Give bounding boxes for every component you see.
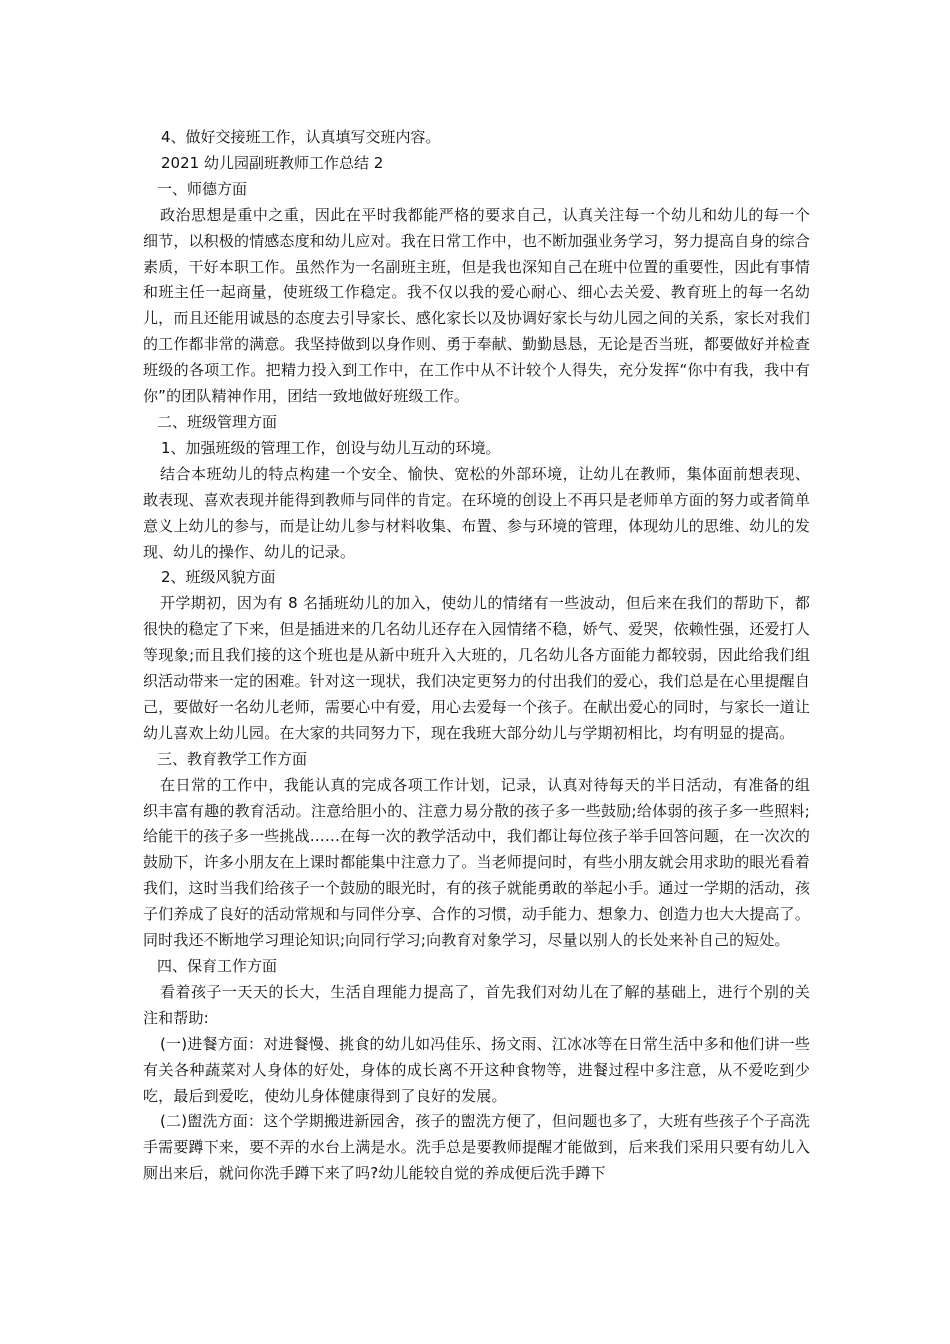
paragraph-care-meals: (一)进餐方面：对进餐慢、挑食的幼儿如冯佳乐、扬文雨、江冰冰等在日常生活中多和他们讲一些有关各种蔬菜对人身体的好处，身体的成长离不开这种食物等，进餐过程中多注意，从不爱吃到少吃，最后到爱吃，使幼儿身体健康得到了良好的发展。 xyxy=(143,1034,810,1105)
subheading-class-style: 2、班级风貌方面 xyxy=(161,568,276,587)
section-heading-care: 四、保育工作方面 xyxy=(157,957,278,975)
document-page xyxy=(143,125,810,1187)
subheading-class-environment: 1、加强班级的管理工作，创设与幼儿互动的环境。 xyxy=(161,438,501,457)
paragraph-class-environment: 结合本班幼儿的特点构建一个安全、愉快、宽松的外部环境，让幼儿在教师，集体面前想表现、敢表现、喜欢表现并能得到教师与同伴的肯定。在环境的创设上不再只是老师单方面的努力或者简单意义上幼儿的参与，而是让幼儿参与材料收集、布置、参与环境的管理，体现幼儿的思维、幼儿的发现、幼儿的操作、幼儿的记录。 xyxy=(143,464,810,561)
document-title: 2021 幼儿园副班教师工作总结 2 xyxy=(161,153,384,172)
paragraph-care-washing: (二)盥洗方面：这个学期搬进新园舍，孩子的盥洗方便了，但问题也多了，大班有些孩子个子高洗手需要蹲下来，要不弄的水台上满是水。洗手总是要教师提醒才能做到，后来我们采用只要有幼儿入厕出来后，就问你洗手蹲下来了吗?幼儿能较自觉的养成便后洗手蹲下 xyxy=(143,1112,810,1183)
paragraph-teaching: 在日常的工作中，我能认真的完成各项工作计划，记录，认真对待每天的半日活动，有准备的组织丰富有趣的教育活动。注意给胆小的、注意力易分散的孩子多一些鼓励;给体弱的孩子多一些照料;给能干的孩子多一些挑战……在每一次的教学活动中，我们都让每位孩子举手回答问题，在一次次的鼓励下，许多小朋友在上课时都能集中注意力了。当老师提问时，有些小朋友就会用求助的眼光看着我们，这时当我们给孩子一个鼓励的眼光时，有的孩子就能勇敢的举起小手。通过一学期的活动，孩子们养成了良好的活动常规和与同伴分享、合作的习惯，动手能力、想象力、创造力也大大提高了。同时我还不断地学习理论知识;向同行学习;向教育对象学习，尽量以别人的长处来补自己的短处。 xyxy=(143,775,810,950)
section-heading-class-management: 二、班级管理方面 xyxy=(157,412,278,431)
list-item-handover: 4、做好交接班工作，认真填写交班内容。 xyxy=(161,128,441,146)
section-heading-teaching: 三、教育教学工作方面 xyxy=(157,749,308,768)
section-heading-ethics: 一、师德方面 xyxy=(157,179,248,198)
paragraph-ethics: 政治思想是重中之重，因此在平时我都能严格的要求自己，认真关注每一个幼儿和幼儿的每一个细节，以积极的情感态度和幼儿应对。我在日常工作中，也不断加强业务学习，努力提高自身的综合素质，干好本职工作。虽然作为一名副班主班，但是我也深知自己在班中位置的重要性，因此有事情和班主任一起商量，使班级工作稳定。我不仅以我的爱心耐心、细心去关爱、教育班上的每一名幼儿，而且还能用诚恳的态度去引导家长、感化家长以及协调好家长与幼儿园之间的关系，家长对我们的工作都非常的满意。我坚持做到以身作则、勇于奉献、勤勤恳恳，无论是否当班，都要做好并检查班级的各项工作。把精力投入到工作中，在工作中从不计较个人得失，充分发挥“你中有我，我中有你”的团队精神作用，团结一致地做好班级工作。 xyxy=(143,205,810,406)
paragraph-class-style: 开学期初，因为有 8 名插班幼儿的加入，使幼儿的情绪有一些波动，但后来在我们的帮助下，都很快的稳定了下来，但是插进来的几名幼儿还存在入园情绪不稳，娇气、爱哭，依赖性强，还爱打人等现象;而且我们接的这个班也是从新中班升入大班的，几名幼儿各方面能力都较弱，因此给我们组织活动带来一定的困难。针对这一现状，我们决定更努力的付出我们的爱心，我们总是在心里提醒自己，要做好一名幼儿老师，需要心中有爱，用心去爱每一个孩子。在献出爱心的同时，与家长一道让幼儿喜欢上幼儿园。在大家的共同努力下，现在我班大部分幼儿与学期初相比，均有明显的提高。 xyxy=(143,594,810,742)
paragraph-care-intro: 看着孩子一天天的长大，生活自理能力提高了，首先我们对幼儿在了解的基础上，进行个别的关注和帮助: xyxy=(143,982,810,1027)
